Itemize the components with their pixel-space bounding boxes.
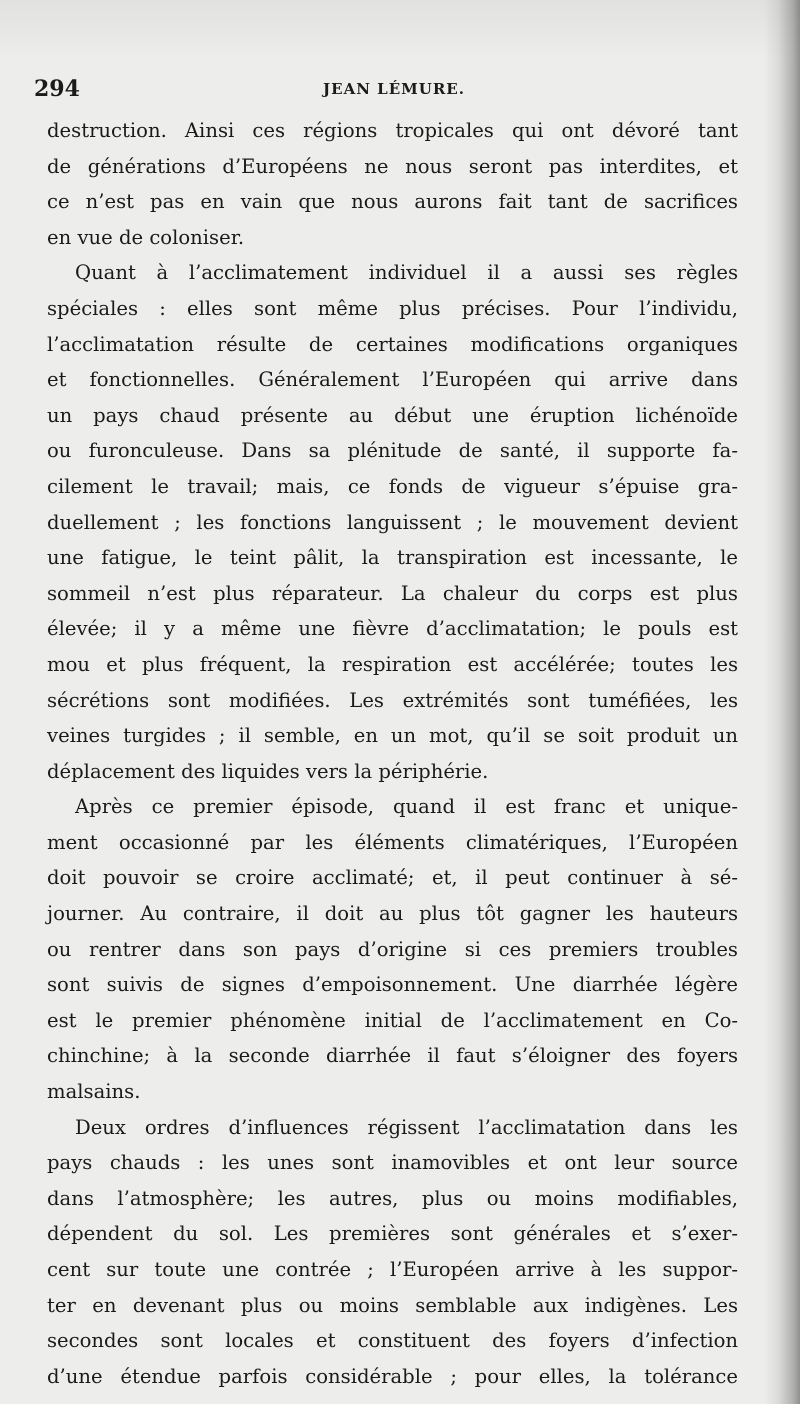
text-line: et fonctionnelles. Généralement l’Européen qui arrive dans bbox=[47, 368, 738, 392]
paragraph bbox=[47, 1110, 738, 1395]
text-line: dans l’atmosphère; les autres, plus ou moins modifiables, bbox=[47, 1186, 738, 1210]
text-line: déplacement des liquides vers la périphérie. bbox=[47, 759, 489, 783]
paragraph bbox=[47, 113, 738, 255]
text-line: destruction. Ainsi ces régions tropicales qui ont dévoré tant bbox=[47, 119, 738, 142]
text-line: pays chauds : les unes sont inamovibles et ont leur source bbox=[47, 1151, 738, 1175]
text-line: Deux ordres d’influences régissent l’acclimatation dans les bbox=[75, 1115, 738, 1139]
text-line: l’acclimatation résulte de certaines modifications organiques bbox=[47, 332, 738, 356]
text-line: cilement le travail; mais, ce fonds de vigueur s’épuise gra- bbox=[47, 474, 738, 498]
text-line: une fatigue, le teint pâlit, la transpiration est incessante, le bbox=[47, 546, 738, 570]
text-line: sommeil n’est plus réparateur. La chaleur du corps est plus bbox=[47, 581, 738, 605]
text-line: ou furonculeuse. Dans sa plénitude de santé, il supporte fa- bbox=[47, 439, 738, 463]
page-gutter-shadow bbox=[764, 0, 800, 1404]
text-line: duellement ; les fonctions languissent ; le mouvement devient bbox=[47, 510, 738, 534]
text-line: dépendent du sol. Les premières sont générales et s’exer- bbox=[47, 1222, 738, 1246]
text-line: cent sur toute une contrée ; l’Européen arrive à les suppor- bbox=[47, 1258, 738, 1281]
text-line: ce n’est pas en vain que nous aurons fait tant de sacrifices bbox=[47, 190, 738, 214]
paragraph bbox=[47, 255, 738, 789]
running-title: JEAN LÉMURE. bbox=[323, 80, 465, 98]
text-line: ou rentrer dans son pays d’origine si ces premiers troubles bbox=[47, 937, 738, 961]
text-line: veines turgides ; il semble, en un mot, qu’il se soit produit un bbox=[47, 724, 738, 748]
page-header bbox=[34, 76, 754, 106]
text-line: de générations d’Européens ne nous seront pas interdites, et bbox=[47, 154, 738, 178]
text-line: Après ce premier épisode, quand il est franc et unique- bbox=[75, 795, 738, 819]
text-line: malsains. bbox=[47, 1080, 141, 1104]
text-line: doit pouvoir se croire acclimaté; et, il peut continuer à sé- bbox=[47, 866, 738, 890]
page-shadow-top bbox=[0, 0, 800, 60]
text-line: sécrétions sont modifiées. Les extrémités sont tuméfiées, les bbox=[47, 688, 738, 712]
paragraph bbox=[47, 789, 738, 1109]
text-line: chinchine; à la seconde diarrhée il faut s’éloigner des foyers bbox=[47, 1044, 738, 1068]
text-line: spéciales : elles sont même plus précises. Pour l’individu, bbox=[47, 296, 738, 320]
text-line: en vue de coloniser. bbox=[47, 225, 245, 249]
text-line: sont suivis de signes d’empoisonnement. Une diarrhée légère bbox=[47, 973, 738, 997]
text-line: ter en devenant plus ou moins semblable aux indigènes. Les bbox=[47, 1293, 738, 1317]
text-line: ment occasionné par les éléments climatériques, l’Européen bbox=[47, 830, 738, 854]
text-line: mou et plus fréquent, la respiration est accélérée; toutes les bbox=[47, 652, 738, 676]
text-line: Quant à l’acclimatement individuel il a aussi ses règles bbox=[75, 261, 738, 285]
text-line: est le premier phénomène initial de l’acclimatement en Co- bbox=[47, 1008, 738, 1032]
text-line: secondes sont locales et constituent des foyers d’infection bbox=[47, 1329, 738, 1353]
text-line: journer. Au contraire, il doit au plus tôt gagner les hauteurs bbox=[47, 902, 738, 926]
text-line: élevée; il y a même une fièvre d’acclimatation; le pouls est bbox=[47, 617, 738, 641]
page-number: 294 bbox=[34, 76, 80, 102]
text-line: un pays chaud présente au début une éruption lichénoïde bbox=[47, 403, 738, 427]
text-line: d’une étendue parfois considérable ; pour elles, la tolérance bbox=[47, 1364, 738, 1388]
body-text bbox=[47, 113, 738, 1394]
